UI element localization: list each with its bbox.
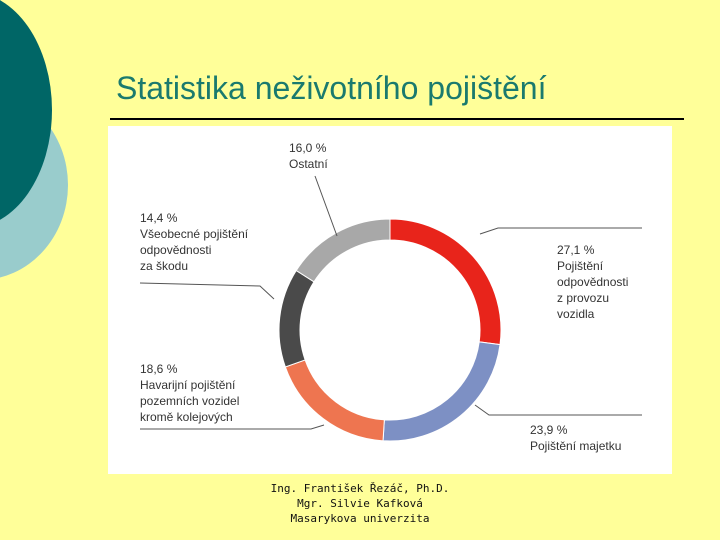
- slice-other: [296, 219, 390, 282]
- label-general-liability: [140, 210, 248, 274]
- chart-panel: [108, 126, 672, 474]
- title-underline: [110, 118, 684, 120]
- label-vehicle-liability-value: 27,1 %: [557, 243, 595, 257]
- label-property: [530, 422, 621, 454]
- label-property-value: 23,9 %: [530, 423, 568, 437]
- slice-property: [383, 342, 500, 441]
- footer-author: Ing. František Řezáč, Ph.D.: [270, 482, 450, 495]
- leader-line-vehicle-liability: [480, 228, 642, 234]
- label-other-value: 16,0 %: [289, 141, 327, 155]
- label-general-liability-name: Všeobecné pojištění odpovědnosti za škodu: [140, 227, 249, 273]
- label-vehicle-liability: [557, 242, 628, 322]
- label-property-name: Pojištění majetku: [530, 439, 622, 453]
- slide-footer: [260, 481, 460, 526]
- corner-decoration: [0, 0, 120, 300]
- label-casco-value: 18,6 %: [140, 362, 178, 376]
- footer-coauthor: Mgr. Silvie Kafková: [297, 497, 423, 510]
- leader-line-casco: [140, 425, 324, 429]
- label-casco-name: Havarijní pojištění pozemních vozidel kromě kolejových: [140, 378, 240, 424]
- label-general-liability-value: 14,4 %: [140, 211, 178, 225]
- leader-line-general-liability: [140, 283, 274, 299]
- label-other-name: Ostatní: [289, 157, 328, 171]
- label-other: [289, 140, 328, 172]
- leader-line-property: [475, 405, 642, 415]
- slice-vehicle-liability: [390, 219, 501, 345]
- leader-line-other: [315, 176, 337, 236]
- label-casco: [140, 361, 239, 425]
- footer-university: Masarykova univerzita: [290, 512, 430, 525]
- label-vehicle-liability-name: Pojištění odpovědnosti z provozu vozidla: [557, 259, 629, 321]
- slide-title: Statistika neživotního pojištění: [116, 70, 547, 106]
- slice-general-liability: [279, 271, 314, 367]
